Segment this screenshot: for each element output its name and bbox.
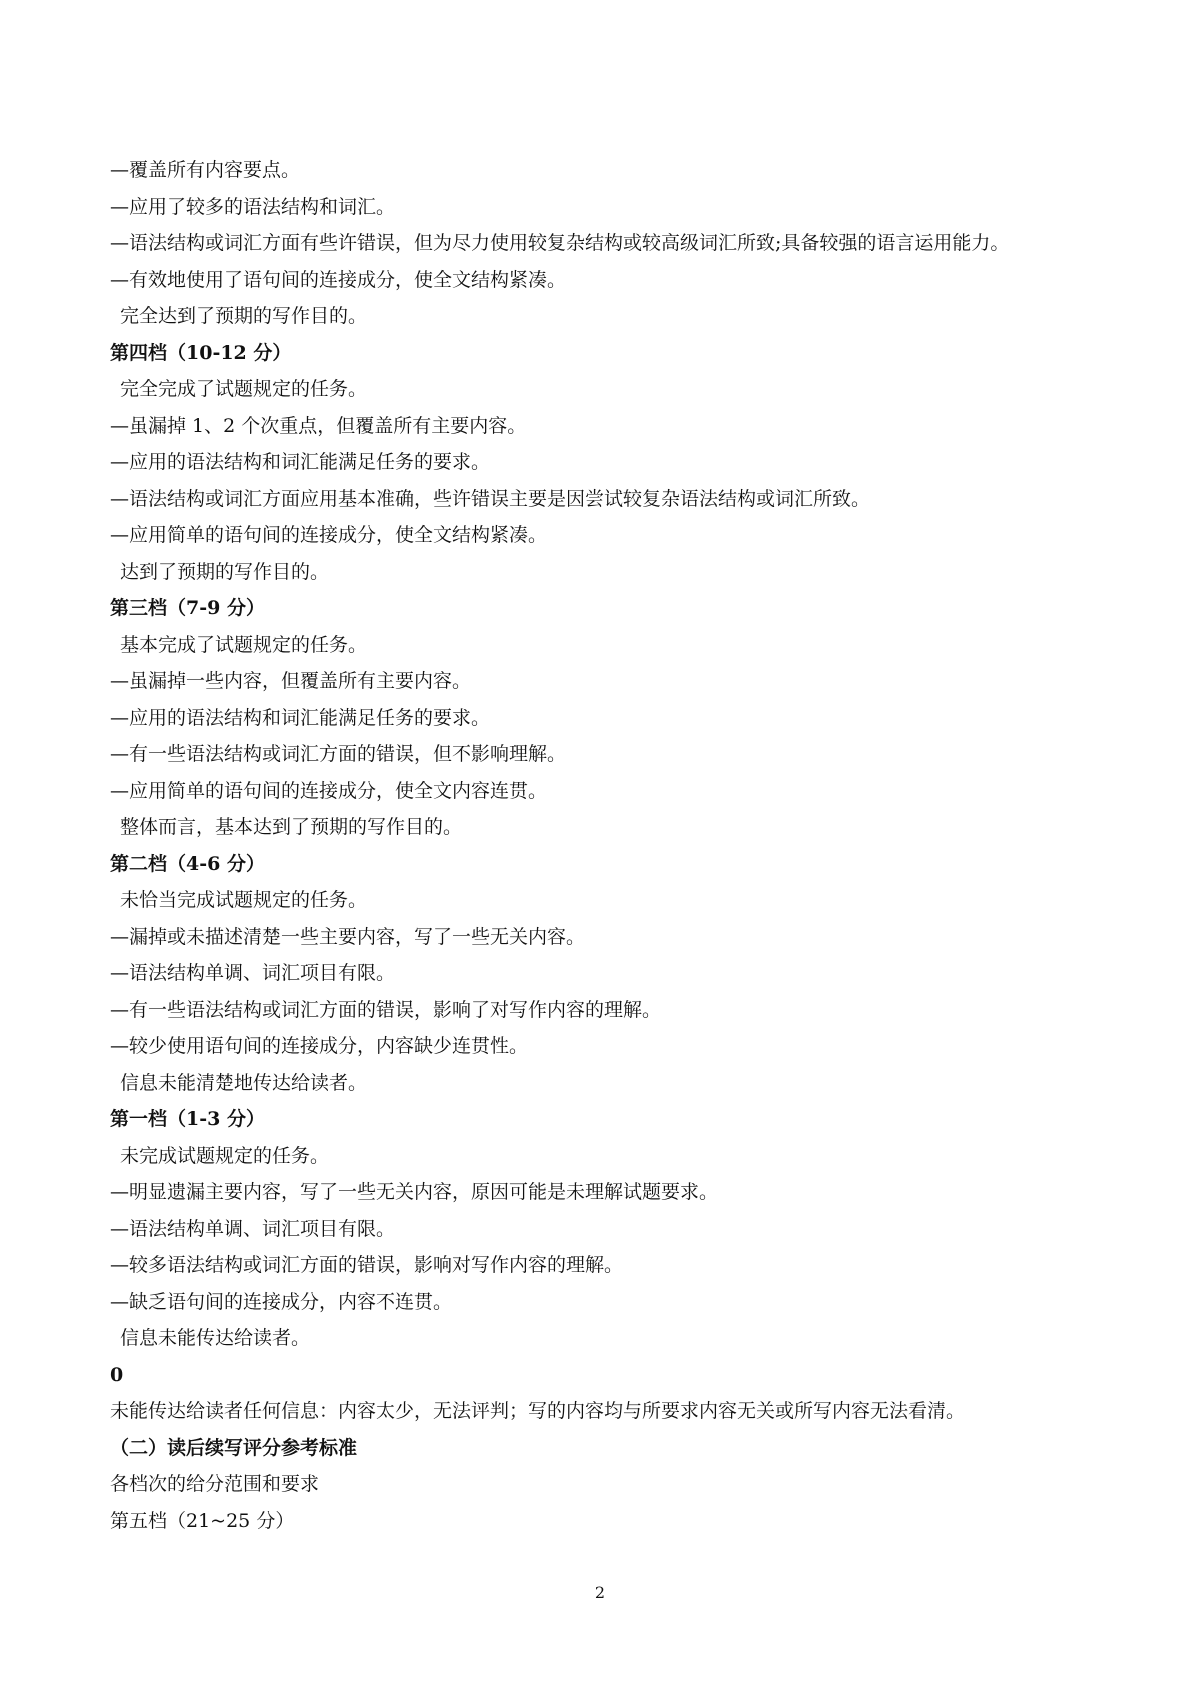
tier2-conclusion: 信息未能清楚地传达给读者。 — [120, 1071, 368, 1094]
tier3-item: —虽漏掉一些内容，但覆盖所有主要内容。 — [110, 670, 472, 692]
tier3-item: —应用的语法结构和词汇能满足任务的要求。 — [110, 706, 491, 729]
tier5-item: —语法结构或词汇方面有些许错误，但为尽力使用较复杂结构或较高级词汇所致;具备较强的语言运用能力。 — [110, 232, 1010, 254]
tier2-heading: 第二档（4-6 分） — [110, 852, 265, 875]
tier4-item: —虽漏掉 1、2 个次重点，但覆盖所有主要内容。 — [110, 414, 527, 437]
tier4-item: —应用简单的语句间的连接成分，使全文结构紧凑。 — [110, 524, 548, 546]
tier1-item: —明显遗漏主要内容，写了一些无关内容，原因可能是未理解试题要求。 — [110, 1181, 719, 1203]
section2-heading: （二）读后续写评分参考标准 — [110, 1436, 358, 1459]
tier4-item: —语法结构或词汇方面应用基本准确，些许错误主要是因尝试较复杂语法结构或词汇所致。 — [110, 487, 871, 510]
tier2-summary: 未恰当完成试题规定的任务。 — [120, 889, 368, 911]
tier5-item: —应用了较多的语法结构和词汇。 — [110, 195, 396, 218]
tier4-heading: 第四档（10-12 分） — [110, 341, 292, 364]
tier2-item: —漏掉或未描述清楚一些主要内容，写了一些无关内容。 — [110, 925, 586, 948]
section2-subheading: 各档次的给分范围和要求 — [110, 1473, 320, 1495]
tier5-item: —覆盖所有内容要点。 — [110, 159, 301, 181]
tier4-conclusion: 达到了预期的写作目的。 — [120, 560, 330, 583]
tier3-heading: 第三档（7-9 分） — [110, 597, 265, 619]
tier5-item: —有效地使用了语句间的连接成分，使全文结构紧凑。 — [110, 268, 567, 291]
page-number: 2 — [594, 1583, 606, 1602]
tier2-item: —有一些语法结构或词汇方面的错误，影响了对写作内容的理解。 — [110, 998, 662, 1021]
tier0-heading: 0 — [110, 1363, 124, 1386]
tier0-description: 未能传达给读者任何信息：内容太少，无法评判；写的内容均与所要求内容无关或所写内容无法看清。 — [110, 1400, 966, 1422]
tier3-item: —有一些语法结构或词汇方面的错误，但不影响理解。 — [110, 743, 567, 765]
tier4-item: —应用的语法结构和词汇能满足任务的要求。 — [110, 451, 491, 473]
document-body — [110, 152, 1110, 1539]
tier3-conclusion: 整体而言，基本达到了预期的写作目的。 — [120, 816, 463, 838]
tier1-item: —较多语法结构或词汇方面的错误，影响对写作内容的理解。 — [110, 1254, 624, 1276]
tier5-summary: 完全达到了预期的写作目的。 — [120, 305, 368, 327]
tier1-item: —语法结构单调、词汇项目有限。 — [110, 1217, 396, 1240]
section2-tier5-label: 第五档（21~25 分） — [110, 1509, 295, 1532]
tier4-summary: 完全完成了试题规定的任务。 — [120, 378, 368, 400]
tier1-item: —缺乏语句间的连接成分，内容不连贯。 — [110, 1290, 453, 1313]
tier1-conclusion: 信息未能传达给读者。 — [120, 1327, 311, 1349]
tier3-item: —应用简单的语句间的连接成分，使全文内容连贯。 — [110, 779, 548, 802]
tier3-summary: 基本完成了试题规定的任务。 — [120, 633, 368, 656]
tier1-heading: 第一档（1-3 分） — [110, 1108, 265, 1130]
tier1-summary: 未完成试题规定的任务。 — [120, 1144, 330, 1167]
tier2-item: —语法结构单调、词汇项目有限。 — [110, 962, 396, 984]
tier2-item: —较少使用语句间的连接成分，内容缺少连贯性。 — [110, 1035, 529, 1057]
